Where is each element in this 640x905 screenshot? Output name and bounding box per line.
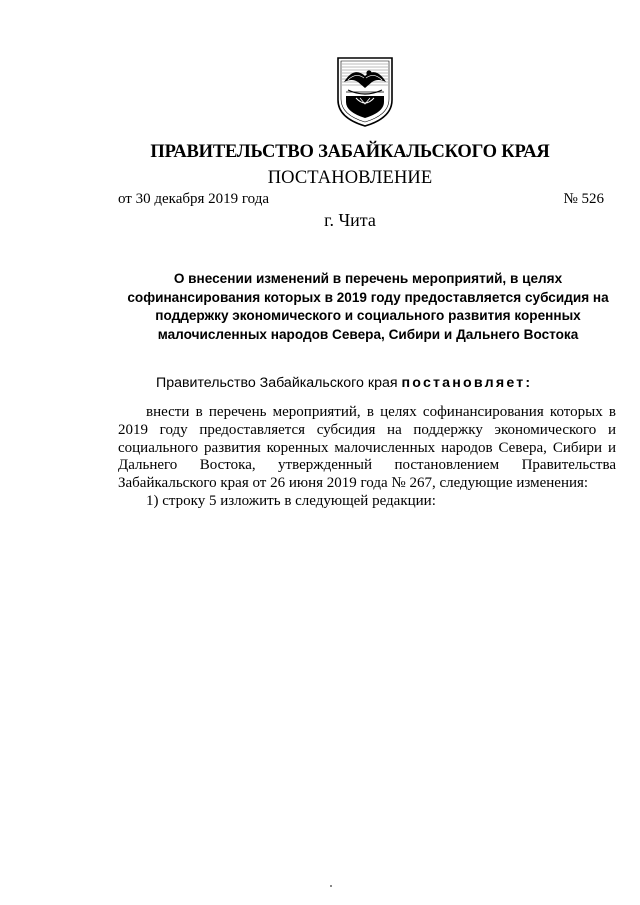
title-line: поддержку экономического и социального развития коренных [155,308,581,324]
preamble [156,375,532,391]
title-line: софинансирования которых в 2019 году предоставляется субсидия на [127,289,609,305]
preamble-subject: Правительство Забайкальского края [156,375,398,391]
scan-speck [330,885,332,887]
document-title [118,270,618,344]
coat-of-arms-icon [334,52,396,128]
document-body [118,404,616,511]
title-line: О внесении изменений в перечень мероприятий, в целях [173,271,563,286]
document-date: от 30 декабря 2019 года [118,191,270,207]
government-heading: ПРАВИТЕЛЬСТВО ЗАБАЙКАЛЬСКОГО КРАЯ [150,142,550,162]
body-paragraph: внести в перечень мероприятий, в целях софинансирования которых в 2019 году предоставляется субсидия на поддержку экономического и социального развития коренных малочисленных народов Севера, Сибири и Дальнего Востока, утвержденный постановлением Правительства Забайкальского края от 26 июня 2019 года № 267, следующие изменения: [118,404,616,492]
document-city: г. Чита [324,210,376,230]
document-number: № 526 [563,191,604,207]
title-line: малочисленных народов Севера, Сибири и Дальнего Востока [157,326,579,342]
document-type: ПОСТАНОВЛЕНИЕ [267,168,433,188]
preamble-verb: постановляет: [401,375,533,391]
body-item: 1) строку 5 изложить в следующей редакции: [146,492,436,509]
